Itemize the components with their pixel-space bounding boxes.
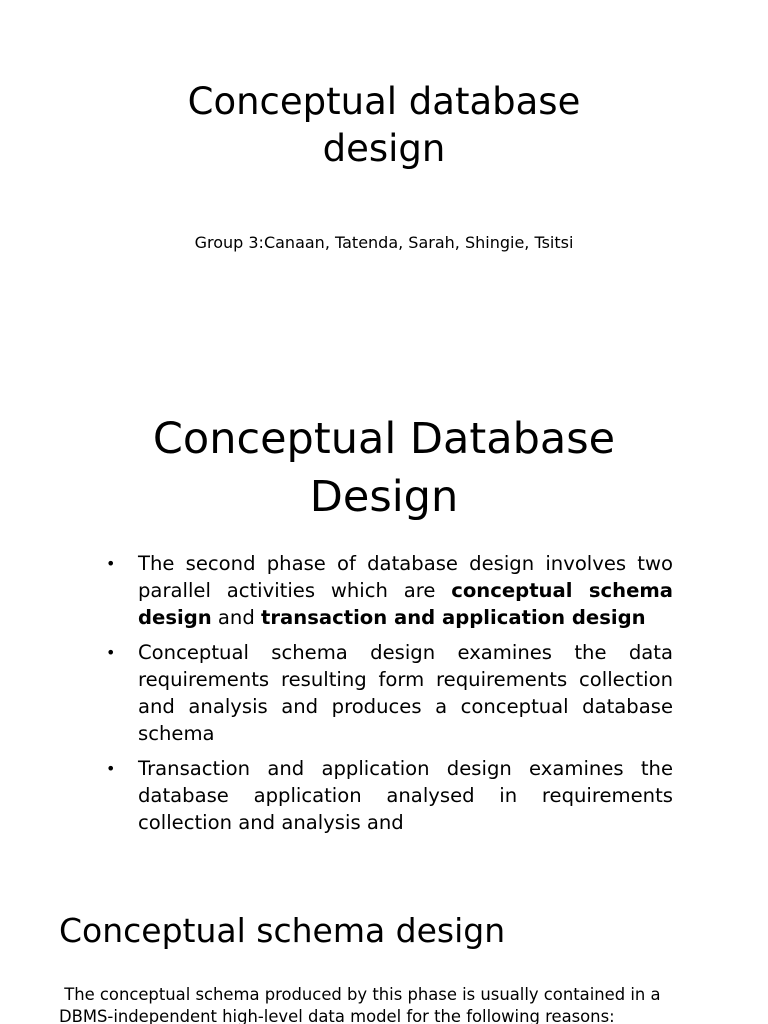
bullet-text: and	[211, 606, 261, 629]
section-heading: Conceptual schema design	[59, 911, 506, 950]
slide-heading	[84, 384, 684, 524]
bold-term: conceptual schema design	[138, 579, 673, 629]
bullet-list	[100, 550, 673, 864]
section-body	[59, 984, 709, 1024]
schema-slide	[0, 868, 768, 1024]
bullet-text: The second phase of database design involves two parallel activities which are	[138, 552, 673, 602]
slide-heading-line-2: Design	[309, 472, 459, 522]
bullet-icon: •	[106, 759, 116, 778]
bullet-icon: •	[106, 554, 116, 573]
bullet-text: Conceptual schema design examines the data requirements resulting form requirements collection and analysis and produces a conceptual database schema	[138, 641, 673, 745]
content-slide	[0, 384, 768, 868]
slide-title-line-2: design	[322, 127, 446, 170]
bullet-item	[100, 755, 673, 836]
bullet-text: Transaction and application design examines the database application analysed in requirements collection and analysis and	[138, 757, 673, 834]
body-line-2: DBMS-independent high-level data model for the following reasons:	[59, 1007, 615, 1024]
bullet-item	[100, 639, 673, 747]
slide-title-line-1: Conceptual database	[187, 80, 581, 123]
body-line-1: The conceptual schema produced by this phase is usually contained in a	[59, 985, 661, 1004]
slide-heading-line-1: Conceptual Database	[152, 414, 616, 464]
bold-term: transaction and application design	[261, 606, 646, 629]
bullet-icon: •	[106, 643, 116, 662]
bullet-item	[100, 550, 673, 631]
slide-title	[134, 78, 634, 172]
slide-subtitle: Group 3:Canaan, Tatenda, Sarah, Shingie, Tsitsi	[194, 233, 574, 252]
title-slide	[0, 0, 768, 384]
